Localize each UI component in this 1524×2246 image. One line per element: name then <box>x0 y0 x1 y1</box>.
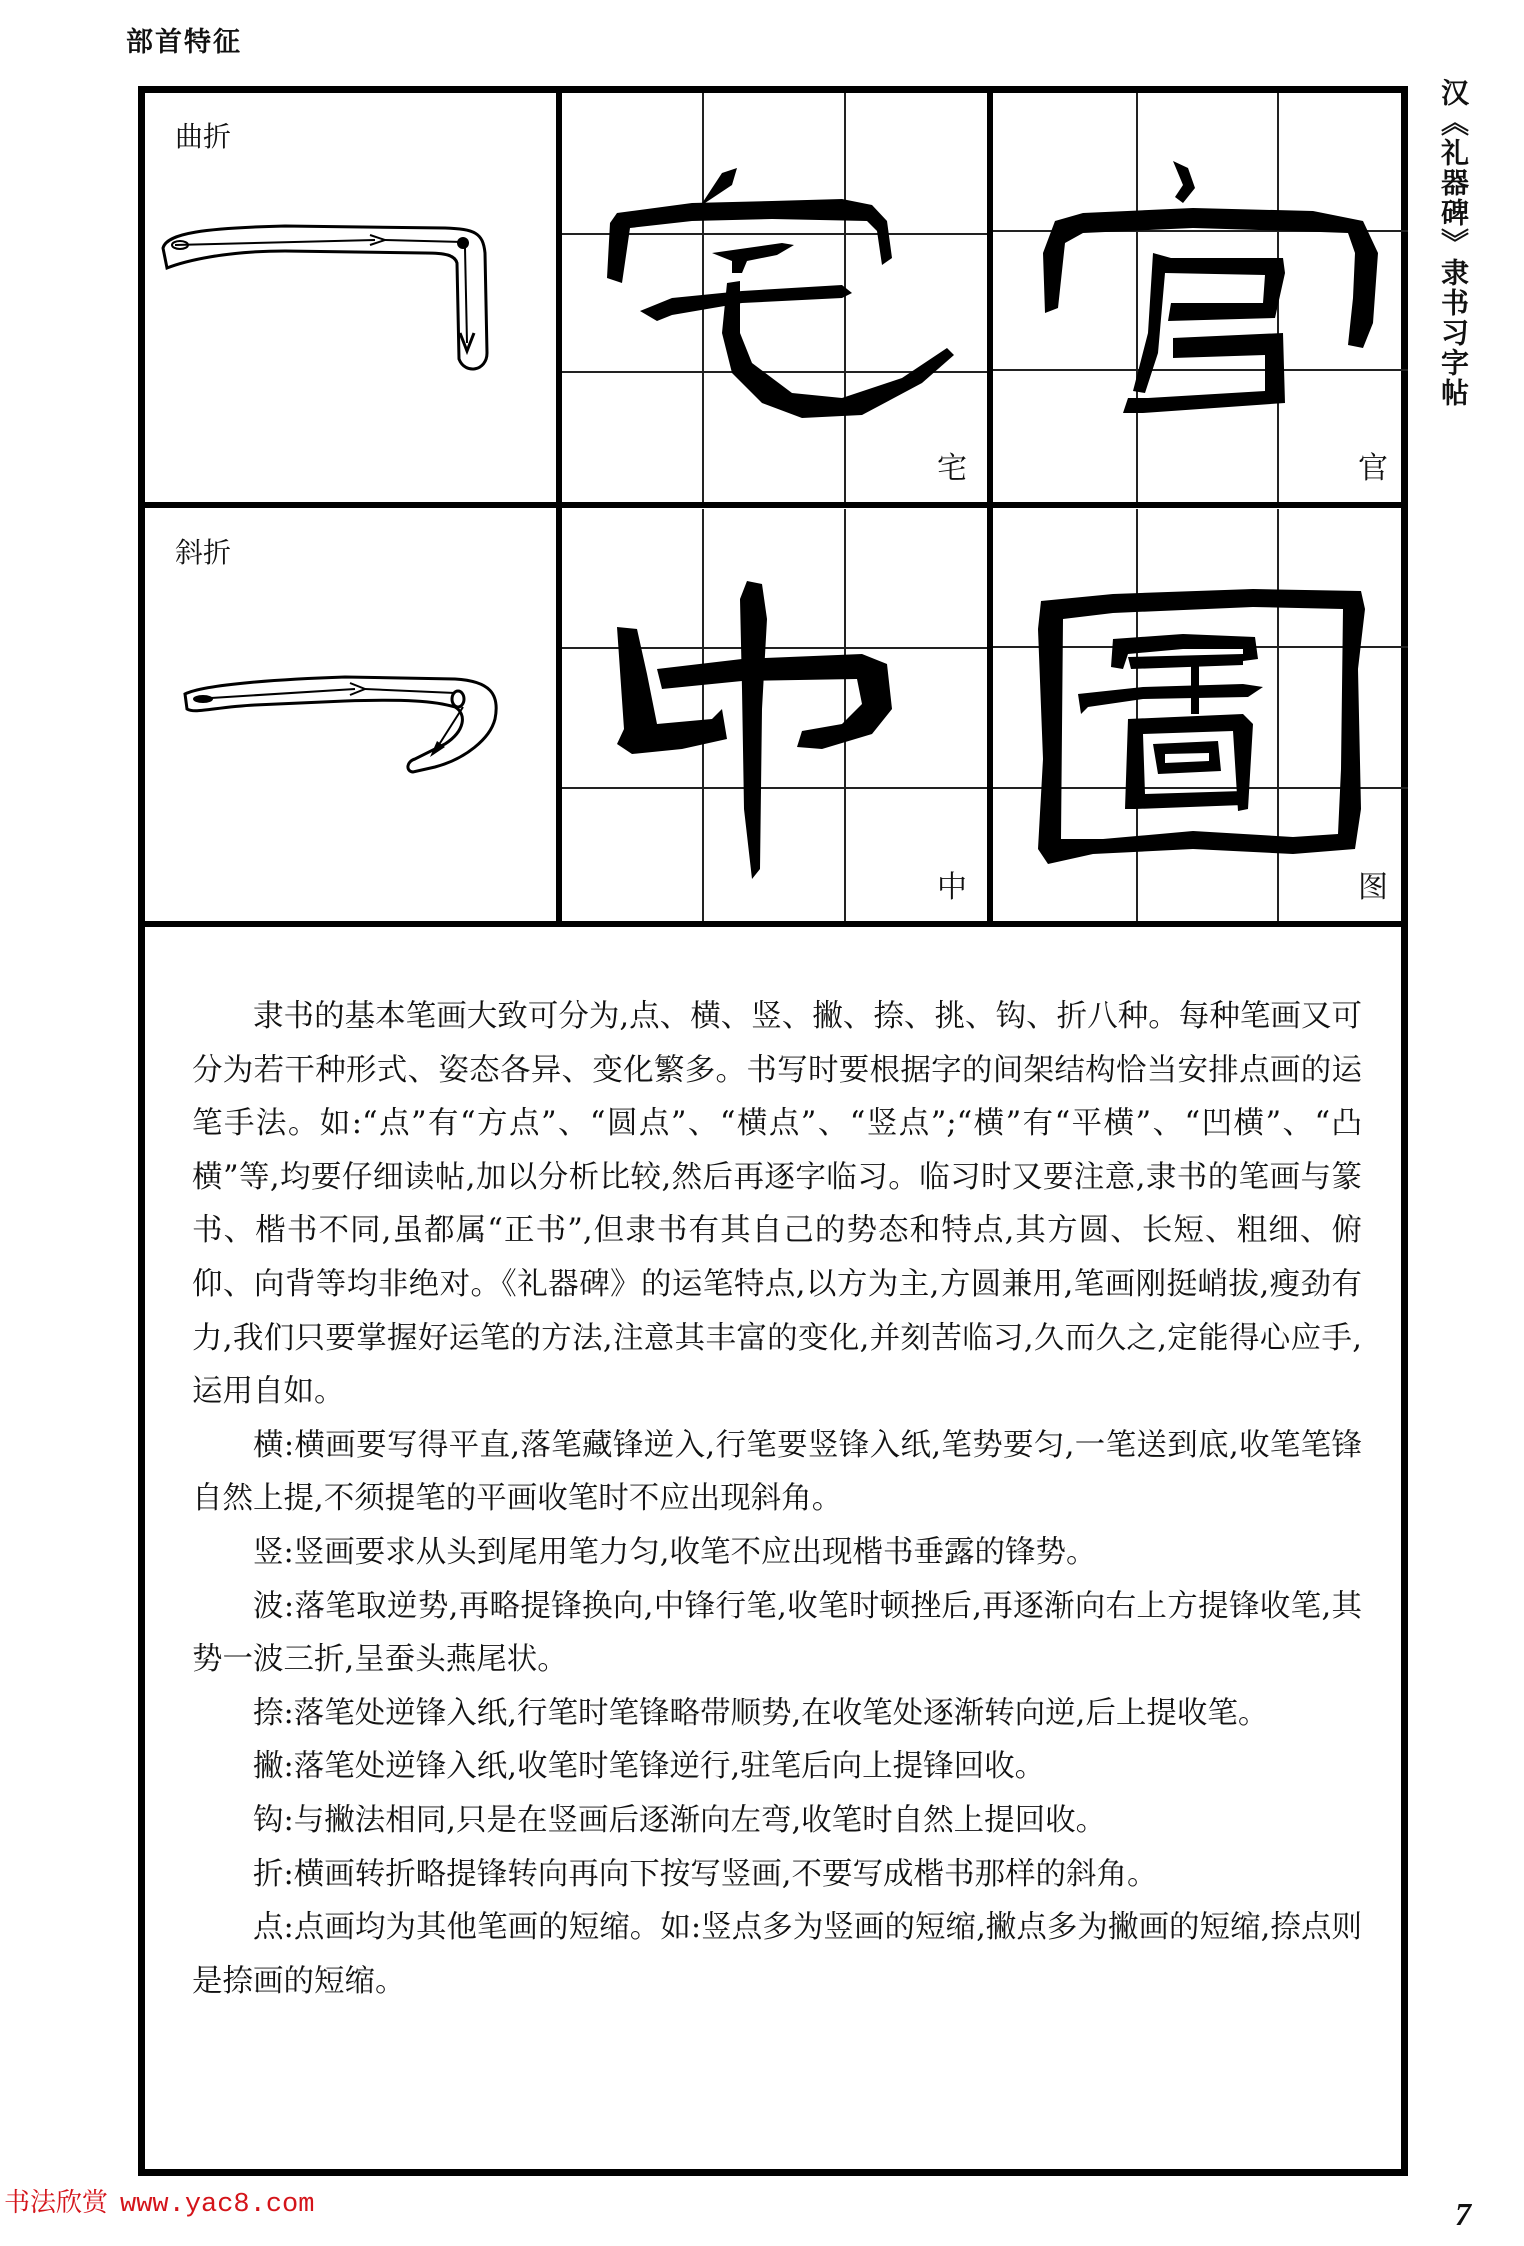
section-title: 部首特征 <box>126 27 242 58</box>
character-cell-tu <box>993 509 1408 921</box>
clerical-script-zhai <box>562 93 987 502</box>
clerical-script-tu <box>993 509 1408 921</box>
book-title-vertical: 汉《礼器碑》隶书习字帖 <box>1437 78 1470 408</box>
stroke-label: 斜折 <box>175 536 232 569</box>
paragraph-shu: 竖:竖画要求从头到尾用笔力匀,收笔不应出现楷书垂露的锋势。 <box>253 1534 1097 1570</box>
watermark <box>4 2182 314 2220</box>
body-text <box>192 990 1362 2008</box>
slanted-turn-stroke-diagram <box>145 509 556 921</box>
stroke-panel-slanted-turn <box>145 509 556 921</box>
watermark-url: www.yac8.com <box>120 2190 315 2220</box>
character-cell-guan <box>993 93 1408 502</box>
clerical-script-zhong <box>562 509 987 921</box>
character-caption: 图 <box>1358 870 1388 905</box>
curved-turn-stroke-diagram <box>145 93 556 502</box>
clerical-script-guan <box>993 93 1408 502</box>
page-number: 7 <box>1455 2196 1471 2232</box>
watermark-text: 书法欣赏 <box>4 2188 109 2218</box>
paragraph-intro: 隶书的基本笔画大致可分为,点、横、竖、撇、捺、挑、钩、折八种。每种笔画又可分为若干种形式、姿态各异、变化繁多。书写时要根据字的间架结构恰当安排点画的运笔手法。如:“点”有“方点”、“圆点”、“横点”、“竖点”;“横”有“平横”、“凹横”、“凸横”等,均要仔细读帖,加以分析比较,然后再逐字临习。临习时又要注意,隶书的笔画与篆书、楷书不同,虽都属“正书”,但隶书有其自己的势态和特点,其方圆、长短、粗细、俯仰、向背等均非绝对。《礼器碑》的运笔特点,以方为主,方圆兼用,笔画刚挺峭拔,瘦劲有力,我们只要掌握好运笔的方法,注意其丰富的变化,并刻苦临习,久而久之,定能得心应手,运用自如。 <box>192 999 1362 1410</box>
paragraph-dian: 点:点画均为其他笔画的短缩。如:竖点多为竖画的短缩,撇点多为撇画的短缩,捺点则是捺画的短缩。 <box>192 1910 1362 1999</box>
paragraph-bo: 波:落笔取逆势,再略提锋换向,中锋行笔,收笔时顿挫后,再逐渐向右上方提锋收笔,其势一波三折,呈蚕头燕尾状。 <box>192 1588 1362 1678</box>
character-cell-zhong <box>562 509 987 921</box>
character-caption: 官 <box>1358 451 1388 486</box>
row-divider-2 <box>138 921 1408 927</box>
character-cell-zhai <box>562 93 987 502</box>
stroke-panel-curved-turn <box>145 93 556 502</box>
paragraph-pie: 撇:落笔处逆锋入纸,收笔时笔锋逆行,驻笔后向上提锋回收。 <box>253 1749 1046 1785</box>
character-caption: 宅 <box>937 451 967 486</box>
paragraph-heng: 横:横画要写得平直,落笔藏锋逆入,行笔要竖锋入纸,笔势要匀,一笔送到底,收笔笔锋自然上提,不须提笔的平画收笔时不应出现斜角。 <box>192 1427 1362 1517</box>
paragraph-na: 捺:落笔处逆锋入纸,行笔时笔锋略带顺势,在收笔处逐渐转向逆,后上提收笔。 <box>253 1695 1269 1731</box>
row-divider-1 <box>138 502 1408 508</box>
paragraph-zhe: 折:横画转折略提锋转向再向下按写竖画,不要写成楷书那样的斜角。 <box>253 1856 1158 1892</box>
paragraph-gou: 钩:与撇法相同,只是在竖画后逐渐向左弯,收笔时自然上提回收。 <box>253 1802 1107 1838</box>
stroke-label: 曲折 <box>175 120 232 153</box>
character-caption: 中 <box>937 870 967 905</box>
